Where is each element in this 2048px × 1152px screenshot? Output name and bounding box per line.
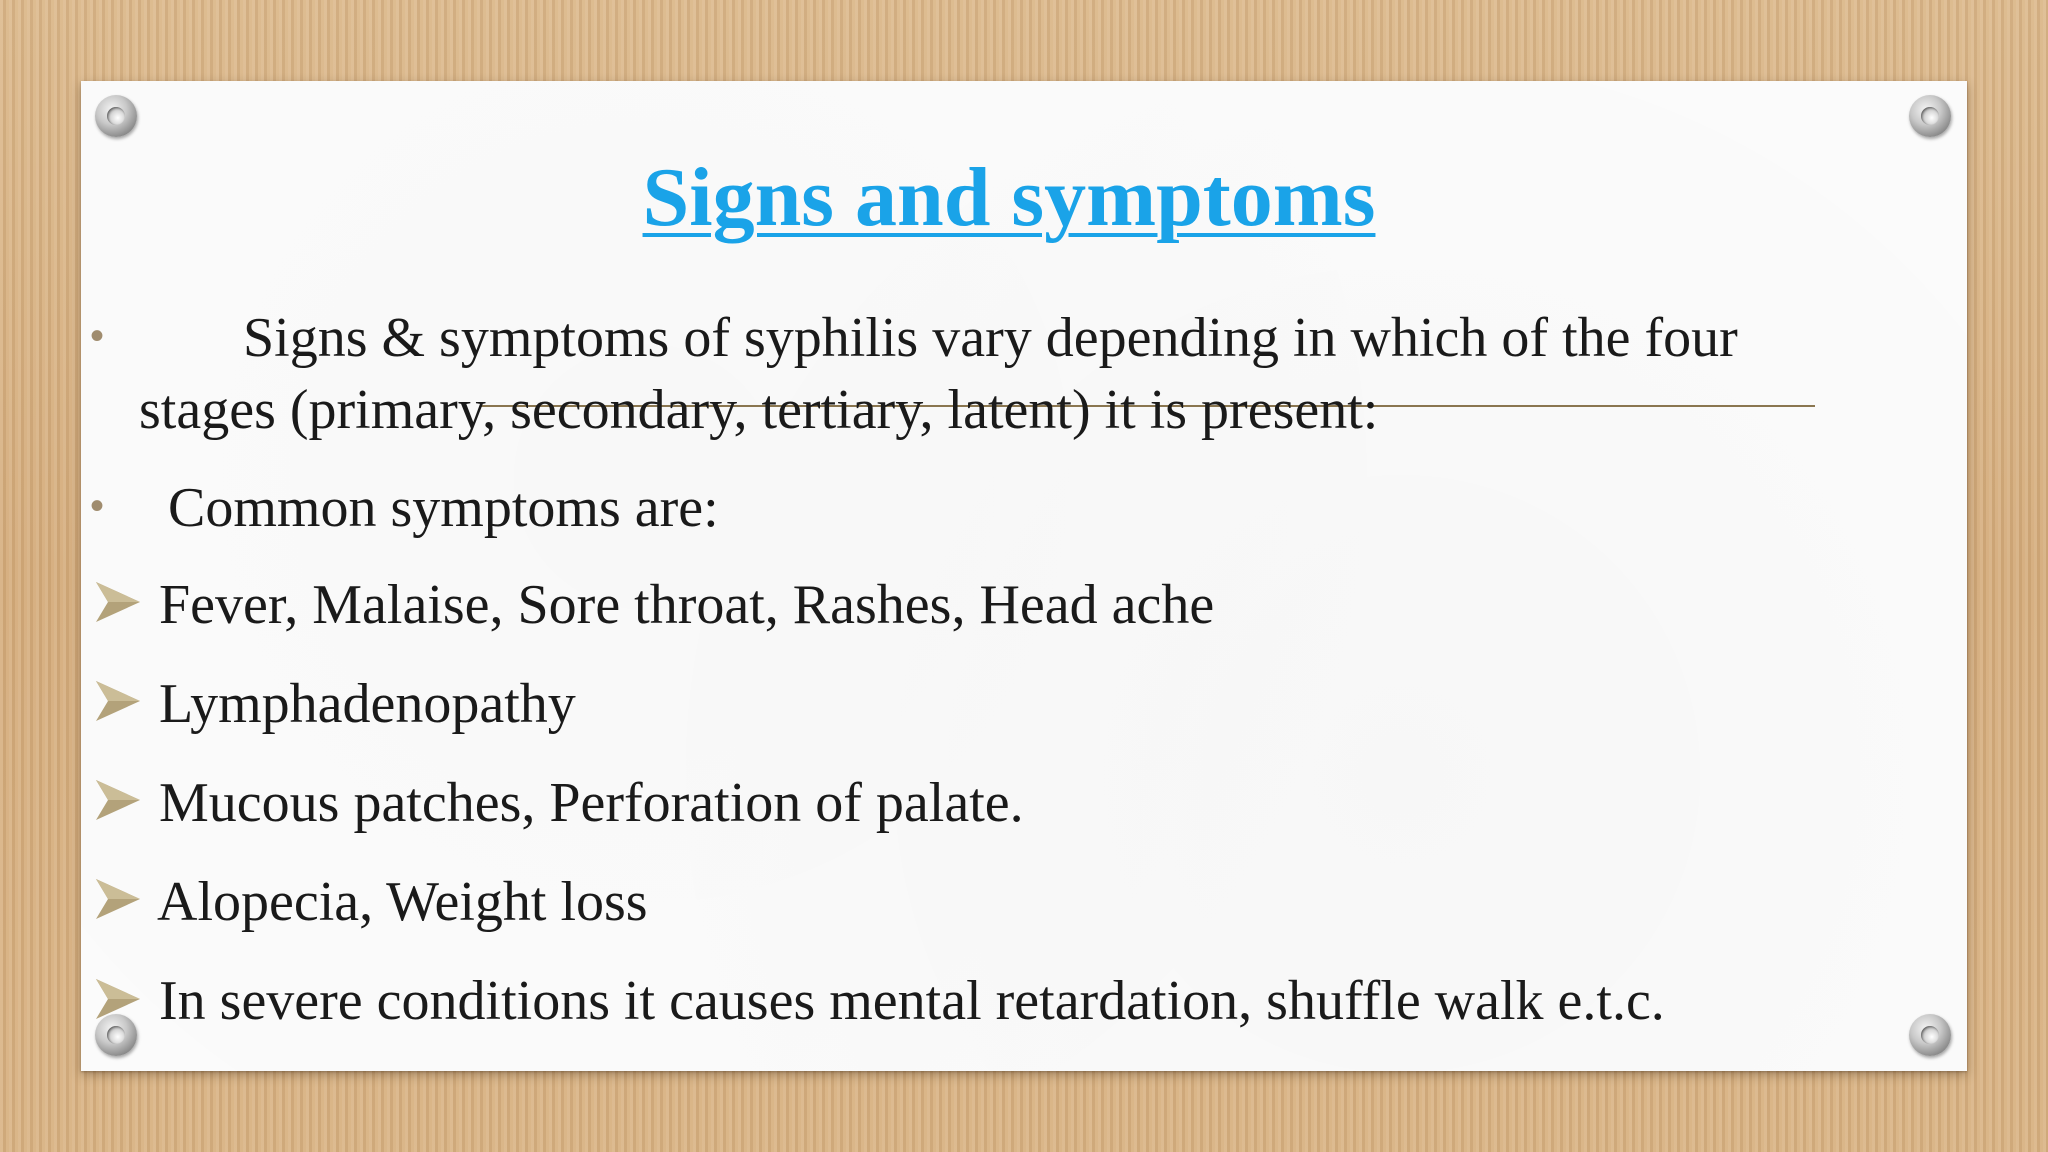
rivet-icon (1909, 95, 1951, 137)
symptom-text: Lymphadenopathy (159, 673, 576, 735)
arrow-bullet-icon (94, 977, 142, 1021)
bullet-dot-icon: • (90, 484, 105, 528)
intro-line-1: Signs & symptoms of syphilis vary depending in which of the four (243, 307, 1738, 369)
intro-line-2: stages (primary, secondary, tertiary, latent) it is present: (139, 379, 1379, 441)
slide-title (0, 148, 2048, 248)
slide-title-text: Signs and symptoms (642, 151, 1376, 244)
bullet-dot-icon: • (90, 314, 105, 358)
symptom-text: In severe conditions it causes mental retardation, shuffle walk e.t.c. (159, 970, 1665, 1032)
common-symptoms-heading: Common symptoms are: (168, 477, 719, 539)
arrow-bullet-icon (94, 679, 142, 723)
rivet-icon (1909, 1014, 1951, 1056)
arrow-bullet-icon (94, 778, 142, 822)
rivet-icon (95, 95, 137, 137)
arrow-bullet-icon (94, 877, 142, 921)
symptom-text: Alopecia, Weight loss (157, 871, 648, 933)
arrow-bullet-icon (94, 580, 142, 624)
symptom-text: Fever, Malaise, Sore throat, Rashes, Head ache (159, 574, 1215, 636)
symptom-text: Mucous patches, Perforation of palate. (159, 772, 1024, 834)
